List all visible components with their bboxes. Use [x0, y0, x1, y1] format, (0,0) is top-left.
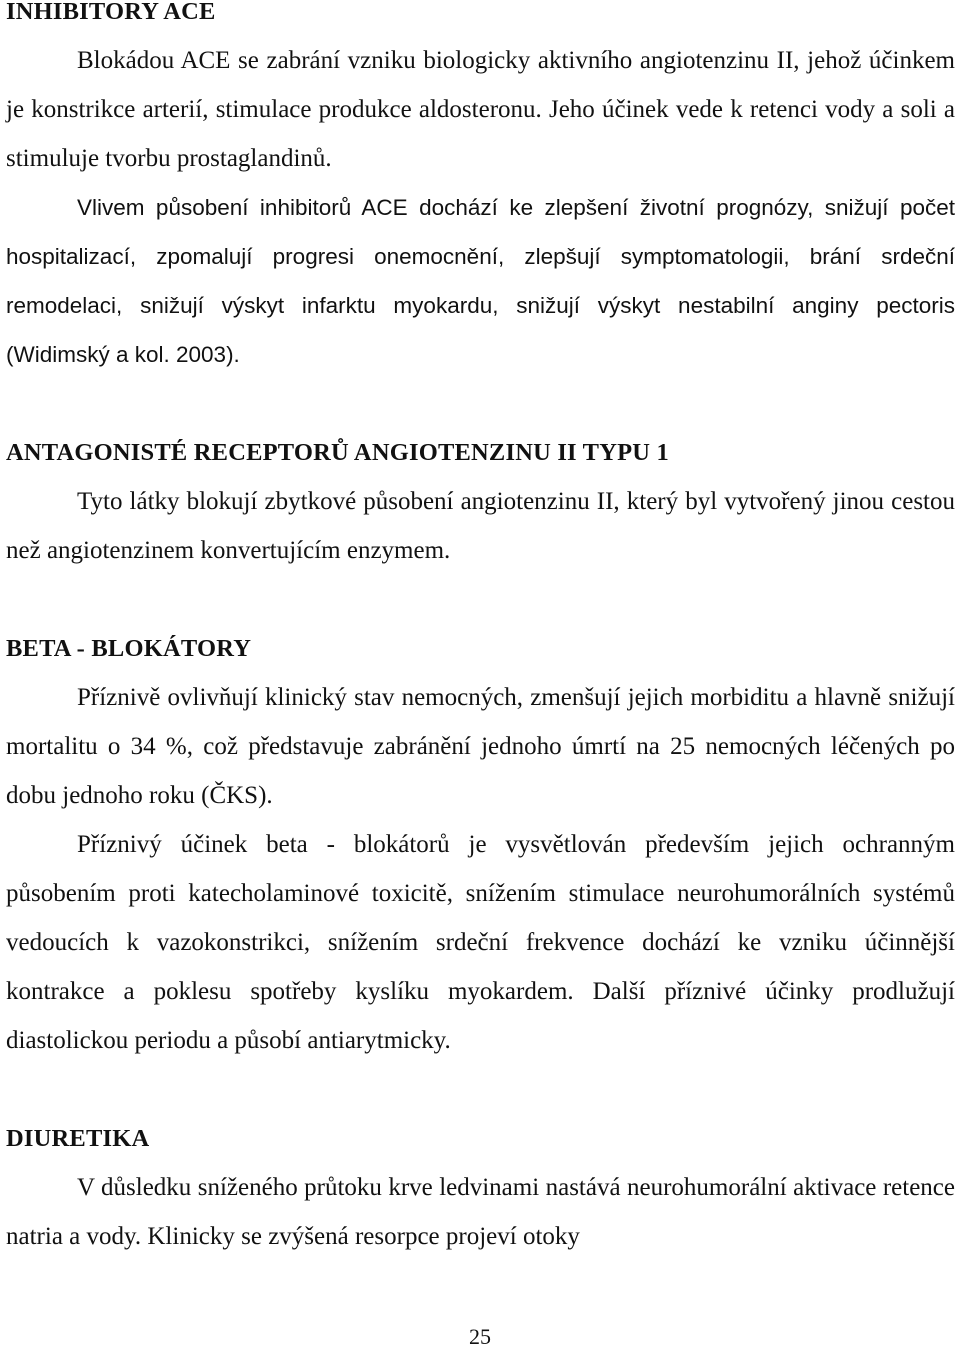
document-body: [6, 0, 955, 1261]
section-at1-antagonists: [6, 428, 955, 575]
section-ace-inhibitors: [6, 0, 955, 379]
section-heading: BETA - BLOKÁTORY: [6, 635, 252, 662]
paragraph: V důsledku sníženého průtoku krve ledvinami nastává neurohumorální aktivace retence natria a vody. Klinicky se zvýšená resorpce projeví otoky: [6, 1174, 955, 1250]
section-heading: INHIBITORY ACE: [6, 0, 216, 25]
paragraph: Příznivý účinek beta - blokátorů je vysvětlován především jejich ochranným působením proti katecholaminové toxicitě, snížením stimulace neurohumorálních systémů vedoucích k vazokonstrikci, snížením srdeční frekvence dochází ke vzniku účinnější kontrakce a poklesu spotřeby kyslíku myokardem. Další příznivé účinky prodlužují diastolickou periodu a působí antiarytmicky.: [6, 831, 955, 1054]
section-spacer: [6, 575, 955, 624]
section-heading: ANTAGONISTÉ RECEPTORŮ ANGIOTENZINU II TYPU 1: [6, 439, 669, 466]
section-heading: DIURETIKA: [6, 1125, 150, 1152]
paragraph: Vlivem působení inhibitorů ACE dochází ke zlepšení životní prognózy, snižují počet hospitalizací, zpomalují progresi onemocnění, zlepšují symptomatologii, brání srdeční remodelaci, snižují výskyt infarktu myokardu, snižují výskyt nestabilní anginy pectoris (Widimský a kol. 2003).: [6, 195, 955, 367]
paragraph: Blokádou ACE se zabrání vzniku biologicky aktivního angiotenzinu II, jehož účinkem je konstrikce arterií, stimulace produkce aldosteronu. Jeho účinek vede k retenci vody a soli a stimuluje tvorbu prostaglandinů.: [6, 47, 955, 172]
paragraph: Tyto látky blokují zbytkové působení angiotenzinu II, který byl vytvořený jinou cestou než angiotenzinem konvertujícím enzymem.: [6, 488, 955, 564]
section-beta-blockers: [6, 624, 955, 1065]
section-spacer: [6, 379, 955, 428]
section-diuretics: [6, 1114, 955, 1261]
paragraph: Příznivě ovlivňují klinický stav nemocných, zmenšují jejich morbiditu a hlavně snižují mortalitu o 34 %, což představuje zabránění jednoho úmrtí na 25 nemocných léčených po dobu jednoho roku (ČKS).: [6, 684, 955, 809]
section-spacer: [6, 1065, 955, 1114]
page-number: 25: [469, 1324, 491, 1349]
